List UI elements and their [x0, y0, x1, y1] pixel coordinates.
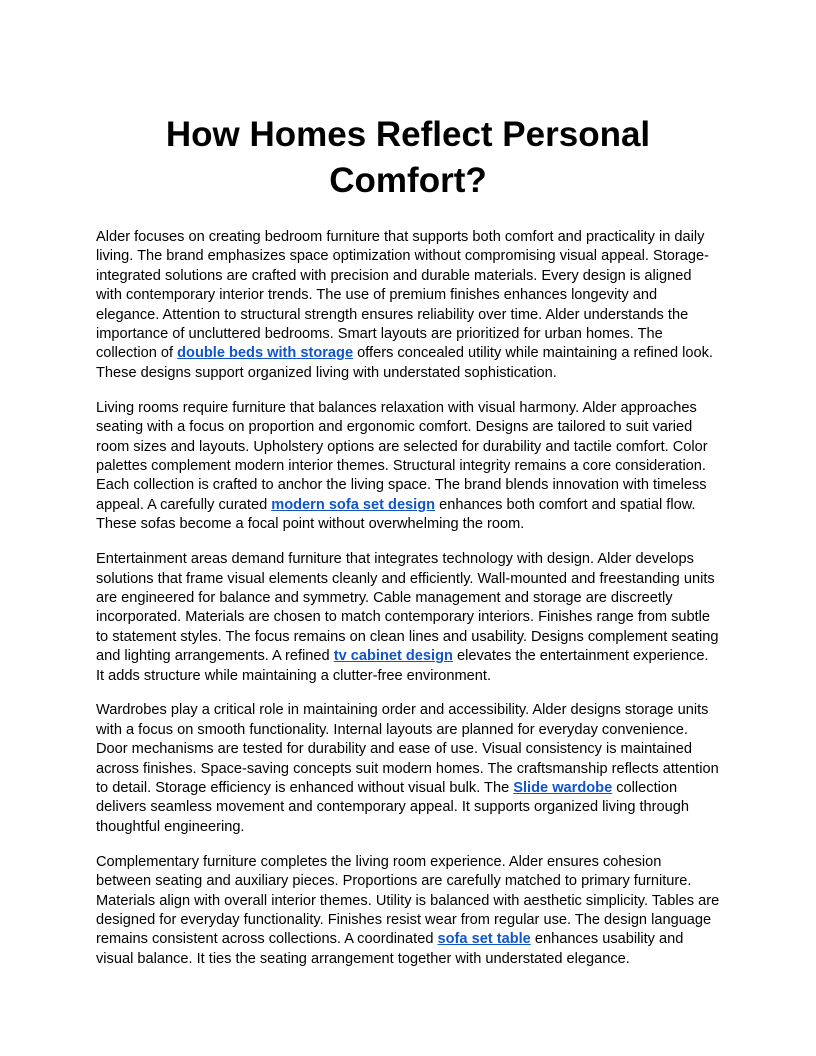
link-modern-sofa-set-design[interactable]: modern sofa set design: [271, 496, 436, 513]
paragraph-text: collection delivers seamless movement and contemporary appeal. It supports organized living through thoughtful engineering.: [96, 780, 689, 835]
link-sofa-set-table[interactable]: sofa set table: [437, 931, 531, 948]
paragraph-text: Alder focuses on creating bedroom furniture that supports both comfort and practicality in daily living. The brand emphasizes space optimization without compromising visual appeal. Storage-integrated solutions are crafted with precision and durable materials. Every design is aligned with contemporary interior trends. The use of premium finishes enhances longevity and elegance. Attention to structural strength ensures reliability over time. Alder understands the importance of uncluttered bedrooms. Smart layouts are prioritized for urban homes. The collection of: [96, 229, 709, 362]
paragraph-text: Living rooms require furniture that balances relaxation with visual harmony. Alder approaches seating with a focus on proportion and ergonomic comfort. Designs are tailored to suit varied room sizes and layouts. Upholstery options are selected for durability and tactile comfort. Color palettes complement modern interior themes. Structural integrity remains a core consideration. Each collection is crafted to anchor the living space. The brand blends innovation with timeless appeal. A carefully curated: [96, 399, 708, 513]
paragraph-wardrobes: [96, 701, 720, 837]
paragraph-bedroom: [96, 228, 720, 383]
link-slide-wardobe[interactable]: Slide wardobe: [513, 780, 613, 797]
paragraph-text: elevates the entertainment experience. It adds structure while maintaining a clutter-free environment.: [96, 648, 709, 684]
page-title: How Homes Reflect Personal Comfort?: [165, 115, 651, 200]
paragraph-complementary: [96, 853, 720, 969]
paragraph-text: enhances both comfort and spatial flow. These sofas become a focal point without overwhelming the room.: [96, 496, 696, 533]
document-page: [96, 112, 720, 985]
paragraph-text: Entertainment areas demand furniture that integrates technology with design. Alder develops solutions that frame visual elements cleanly and efficiently. Wall-mounted and freestanding units are engineered for balance and symmetry. Cable management and storage are discreetly incorporated. Materials are chosen to match contemporary interiors. Finishes range from subtle to statement styles. The focus remains on clean lines and usability. Designs complement seating and lighting arrangements. A refined: [96, 551, 719, 665]
paragraph-living-room: [96, 399, 720, 535]
paragraph-entertainment: [96, 550, 720, 686]
link-tv-cabinet-design[interactable]: tv cabinet design: [333, 648, 453, 665]
paragraph-text: Wardrobes play a critical role in maintaining order and accessibility. Alder designs storage units with a focus on smooth functionality. Internal layouts are planned for everyday convenience. Door mechanisms are tested for durability and ease of use. Visual consistency is maintained across finishes. Space-saving concepts suit modern homes. The craftsmanship reflects attention to detail. Storage efficiency is enhanced without visual bulk. The: [96, 702, 719, 797]
paragraph-text: offers concealed utility while maintaining a refined look. These designs support organized living with understated sophistication.: [96, 345, 713, 381]
paragraph-text: Complementary furniture completes the living room experience. Alder ensures cohesion between seating and auxiliary pieces. Proportions are carefully matched to primary furniture. Materials align with overall interior themes. Utility is balanced with aesthetic simplicity. Tables are designed for everyday functionality. Finishes resist wear from regular use. The design language remains consistent across collections. A coordinated: [96, 853, 720, 948]
paragraph-text: enhances usability and visual balance. It ties the seating arrangement together with understated elegance.: [96, 931, 684, 967]
link-double-beds-with-storage[interactable]: double beds with storage: [177, 345, 354, 362]
